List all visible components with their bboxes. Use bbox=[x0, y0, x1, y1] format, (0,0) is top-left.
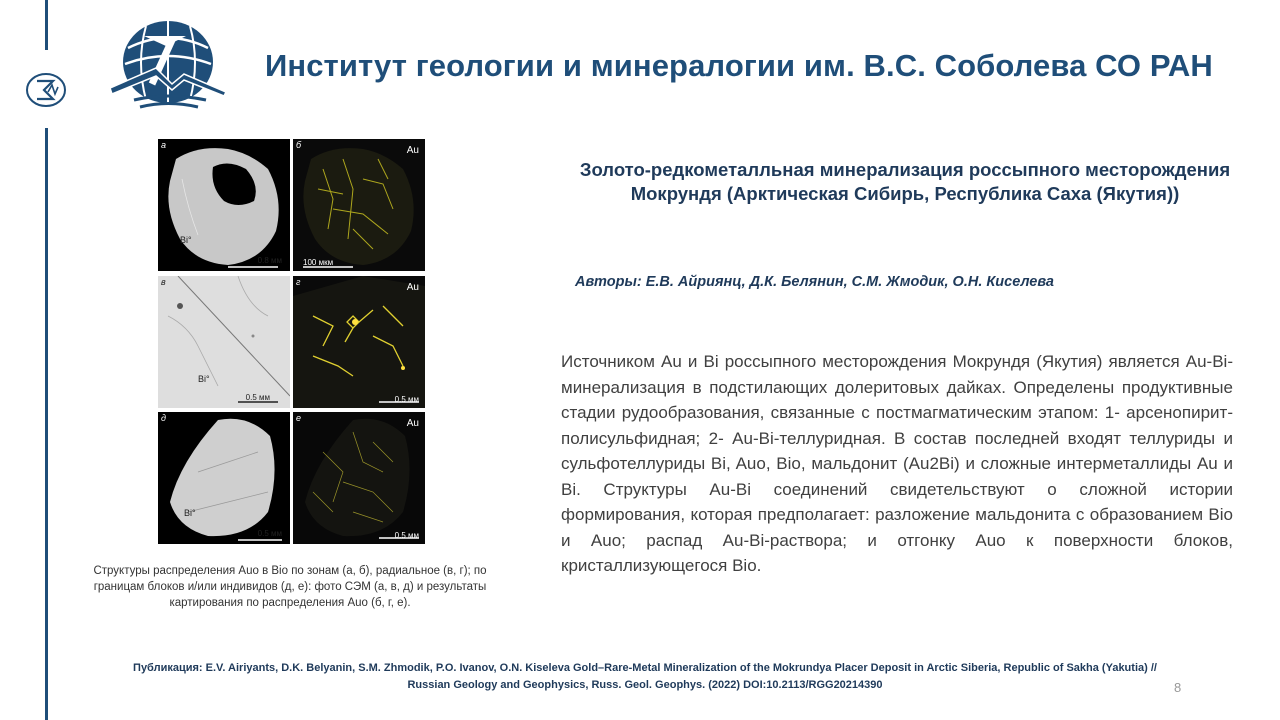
figure-caption: Структуры распределения Auo в Bio по зонам (а, б), радиальное (в, г); по границам блоков и/или индивидов (д, е): фото СЭМ (а, в, д) и результаты картирования по распределения Auo (б, г, е). bbox=[93, 565, 487, 609]
panel-a-scale: 0.8 мм bbox=[257, 256, 282, 265]
panel-d-scale: 0.5 мм bbox=[394, 395, 419, 404]
panel-b-label: б bbox=[296, 140, 302, 150]
panel-c-label: в bbox=[161, 277, 166, 287]
publication-line-2: Russian Geology and Geophysics, Russ. Geol. Geophys. (2022) DOI:10.2113/RGG20214390 bbox=[407, 679, 883, 691]
publication-line-1: Публикация: E.V. Airiyants, D.K. Belyanin, S.M. Zhmodik, P.O. Ivanov, O.N. Kiseleva Gold–Rare-Metal Mineralization of the Mokrundya Placer Deposit in Arctic Siberia, Republic of Sakha (Yakutia) // bbox=[133, 662, 1157, 674]
panel-a-image bbox=[158, 139, 290, 271]
panel-e-scale: 0.5 мм bbox=[257, 529, 282, 538]
panel-c-image bbox=[158, 276, 290, 408]
sem-figure bbox=[157, 138, 427, 544]
panel-e-mineral: Bi° bbox=[184, 508, 196, 518]
panel-e-label: д bbox=[161, 413, 166, 423]
panel-b-scale: 100 мкм bbox=[303, 258, 334, 267]
sigma-logo-icon bbox=[24, 72, 68, 108]
left-accent-line-top bbox=[45, 0, 48, 50]
panel-e bbox=[158, 412, 290, 544]
panel-e-image bbox=[158, 412, 290, 544]
panel-d-image bbox=[293, 276, 425, 408]
panel-d-element: Au bbox=[406, 282, 419, 293]
article-body: Источником Au и Bi россыпного месторождения Мокрундя (Якутия) является Au-Bi-минерализация в подстилающих долеритовых дайках. Определены продуктивные стадии рудообразования, связанные с постмагматическим этапом: 1- арсенопирит-полисульфидная; 2- Au-Bi-теллуридная. В состав последней входят теллуриды и сульфотеллуриды Bi, Auo, Bio, мальдонит (Au2Bi) и сложные интерметаллиды Au и Bi. Структуры Au-Bi соединений свидетельствуют о сложной истории формирования, которая предполагает: разложение мальдонита с образованием Bio и Auo; распад Au-Bi-раствора; и отгонку Auo к поверхности блоков, кристаллизующегося Bio. bbox=[561, 352, 1233, 575]
igm-main-logo-icon bbox=[106, 18, 230, 114]
panel-c-scale: 0.5 мм bbox=[245, 393, 270, 402]
panel-b bbox=[293, 139, 425, 271]
panel-b-element: Au bbox=[406, 145, 419, 156]
article-authors: Авторы: Е.В. Айриянц, Д.К. Белянин, С.М. Жмодик, О.Н. Киселева bbox=[575, 274, 1054, 290]
panel-c-mineral: Bi° bbox=[198, 374, 210, 384]
panel-d bbox=[293, 276, 425, 408]
panel-a-mineral: Bi° bbox=[180, 235, 192, 245]
panel-f-image bbox=[293, 412, 425, 544]
left-accent-line-bottom bbox=[45, 128, 48, 720]
panel-f-scale: 0.5 мм bbox=[394, 531, 419, 540]
panel-f-label: е bbox=[296, 413, 302, 423]
panel-f-element: Au bbox=[406, 418, 419, 429]
publication-reference bbox=[70, 660, 1220, 694]
panel-d-label: г bbox=[296, 277, 301, 287]
panel-f bbox=[293, 412, 425, 544]
page-number: 8 bbox=[1174, 680, 1182, 695]
institute-title: Институт геологии и минералогии им. В.С. Соболева СО РАН bbox=[265, 48, 1213, 83]
article-title: Золото-редкометалльная минерализация россыпного месторождения Мокрундя (Арктическая Сибирь, Республика Саха (Якутия)) bbox=[579, 159, 1231, 204]
panel-b-image bbox=[293, 139, 425, 271]
panel-c bbox=[158, 276, 290, 408]
panel-a-label: а bbox=[161, 140, 167, 150]
panel-a bbox=[158, 139, 290, 271]
